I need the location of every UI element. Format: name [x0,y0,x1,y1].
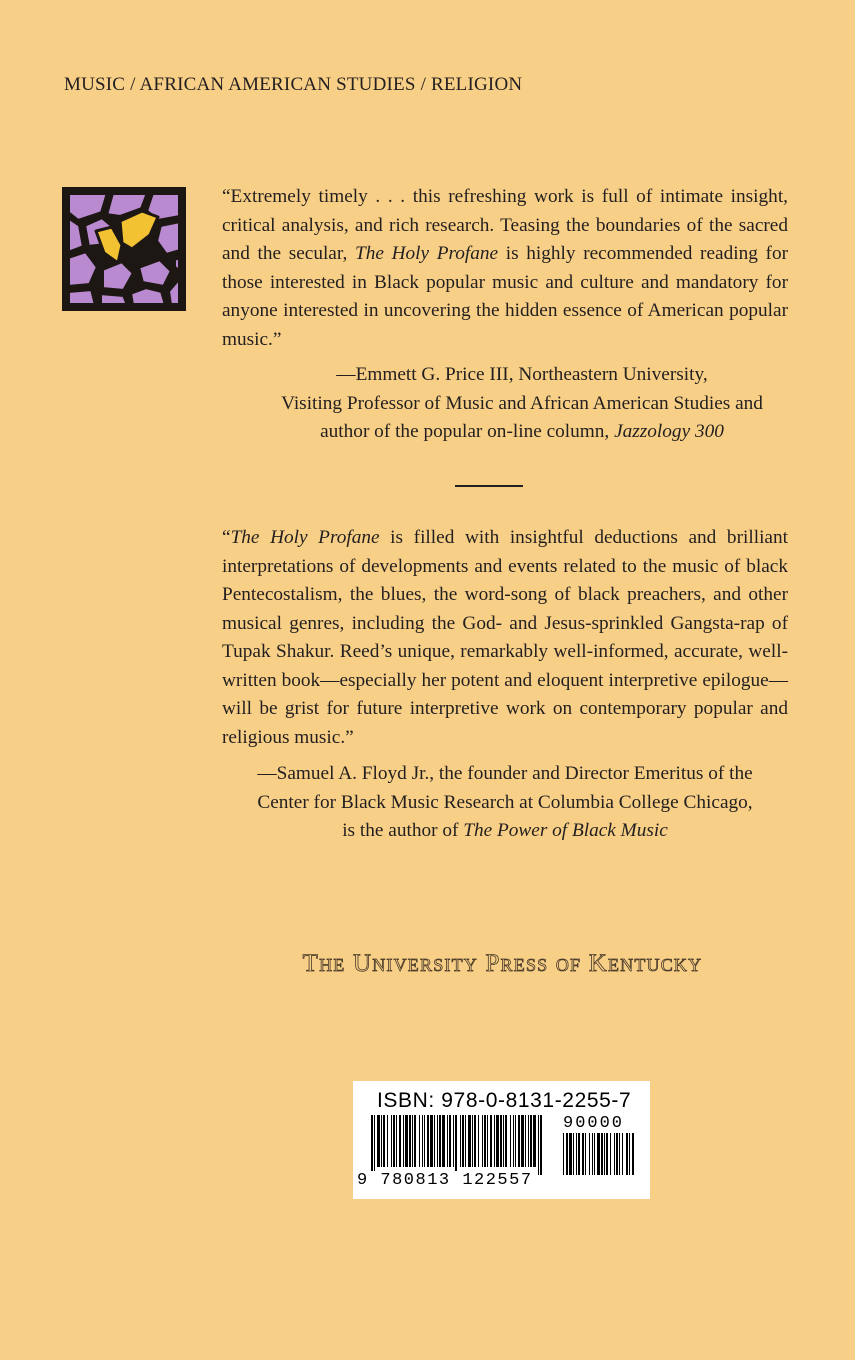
barcode-bar [381,1115,382,1167]
barcode-addon-bar [569,1133,572,1175]
isbn-label: ISBN: 978-0-8131-2255-7 [377,1089,632,1112]
barcode-bar [399,1115,401,1167]
attribution1-column-title: Jazzology 300 [614,421,724,442]
barcode-bar [405,1115,408,1167]
attribution2-book-title: The Power of Black Music [463,820,668,841]
barcode-bar [513,1115,514,1167]
barcode-addon-bar [606,1133,608,1175]
barcode-bar [396,1115,397,1167]
attribution1-line1: —Emmett G. Price III, Northeastern University, [336,364,708,385]
barcode-addon-bar [592,1133,593,1175]
barcode-bar [465,1115,466,1167]
barcode-addon-number: 90000 [563,1114,625,1133]
barcode-bar [447,1115,448,1167]
attribution2-line1: —Samuel A. Floyd Jr., the founder and Director Emeritus of the [257,763,753,784]
barcode-addon-bar [594,1133,595,1175]
quote1-text-b: is highly recommended reading for those interested in Black popular music and culture and mandatory for anyone interested in uncovering the hidden essence of American popular music.” [222,243,789,350]
barcode-addon-bar [632,1133,634,1175]
barcode-addon-bar [597,1133,600,1175]
barcode-bar [419,1115,420,1167]
barcode-addon-bar [563,1133,564,1175]
barcode-bar [439,1115,441,1167]
barcode-bar [434,1115,435,1167]
barcode-bar [374,1115,375,1175]
barcode-bar [487,1115,488,1167]
barcode-bar [427,1115,429,1167]
barcode-bar [528,1115,529,1167]
barcode-bar [500,1115,502,1167]
barcode-addon-bar [622,1133,623,1175]
quote2-book-title: The Holy Profane [230,527,380,548]
barcode-bar [393,1115,395,1167]
barcode-addon-bar [601,1133,603,1175]
barcode-bar [496,1115,499,1167]
barcode-bar [503,1115,504,1167]
barcode-bar [462,1115,464,1167]
barcode-addon-bar [626,1133,628,1175]
attribution1-line2: Visiting Professor of Music and African American Studies and [281,392,763,414]
barcode-bar [453,1115,454,1167]
barcode-bar [505,1115,507,1167]
quote1-text-a: “Extremely timely . . . this refreshing work is full of intimate insight, critical analysis, and rich research. Teasing the boundaries of the sacred and the secular, [222,186,788,264]
barcode-bar [422,1115,423,1167]
barcode-bar [482,1115,483,1167]
barcode-bar [538,1115,539,1175]
barcode-addon-bar [578,1133,580,1175]
barcode-bar [468,1115,471,1167]
barcode-bar [521,1115,524,1167]
barcode-bar [455,1115,457,1175]
barcode-bar [540,1115,542,1175]
barcode-bar [412,1115,413,1167]
barcode-bar [414,1115,416,1167]
publisher-name: The University Press of Kentucky [302,950,703,977]
barcode-bar [515,1115,516,1167]
barcode-bar [484,1115,486,1167]
barcode-bar [449,1115,451,1167]
barcode-addon-bar [619,1133,620,1175]
category-line: MUSIC / AFRICAN AMERICAN STUDIES / RELIGION [64,74,523,95]
barcode-addon-bar [616,1133,618,1175]
barcode-bar [460,1115,461,1167]
barcode-addon-bar [629,1133,630,1175]
barcode-addon-bar [604,1133,605,1175]
barcode-bar [371,1115,373,1175]
barcode-bar [474,1115,476,1167]
barcode-bar [442,1115,445,1167]
barcode-addon-bar [589,1133,590,1175]
barcode-bar [437,1115,438,1167]
barcode-bar [533,1115,536,1167]
barcode-bar [510,1115,511,1167]
attribution2-line3 [200,817,810,846]
barcode-bar [377,1115,380,1167]
review-quote-2 [222,524,788,752]
section-divider [455,485,523,487]
barcode-addon-bar [566,1133,568,1175]
attribution1-line3-prefix: author of the popular on-line column, [320,421,615,442]
barcode-digits: 9 780813 122557 [357,1171,533,1190]
barcode-bar [525,1115,526,1167]
barcode-bar [391,1115,392,1167]
attribution2-line2: Center for Black Music Research at Columbia College Chicago, [257,791,753,813]
barcode-bar [494,1115,495,1167]
barcode-bar [530,1115,532,1167]
barcode-bar [387,1115,388,1167]
barcode-addon-bar [610,1133,611,1175]
quote1-book-title: The Holy Profane [355,243,499,264]
barcode-bar [472,1115,473,1167]
review-quote-1 [222,183,788,354]
barcode-bar [383,1115,385,1167]
barcode-bar [490,1115,492,1167]
isbn-barcode [353,1081,650,1199]
stained-glass-butterfly-icon [62,187,186,311]
barcode-bar [518,1115,520,1167]
barcode-bar [403,1115,404,1167]
barcode-addon-bar [585,1133,586,1175]
barcode-addon-bar [573,1133,574,1175]
review-attribution-2 [200,760,810,846]
barcode-bar [409,1115,411,1167]
barcode-bar [430,1115,433,1167]
barcode-bar [424,1115,425,1167]
barcode-bar [478,1115,479,1167]
barcode-addon-bar [582,1133,584,1175]
barcode-addon-bar [614,1133,615,1175]
quote2-open-mark: “ [222,527,231,548]
quote2-text: is filled with insightful deductions and brilliant interpretations of developments and events related to the music of black Pentecostalism, the blues, the word-song of black preachers, and other musical genres, including the God- and Jesus-sprinkled Gangsta-rap of Tupak Shakur. Reed’s unique, remarkably well-informed, accurate, well-written book—especially her potent and eloquent interpretive epilogue—will be grist for future interpretive work on contemporary popular and religious music.” [222,527,788,748]
attribution2-line3-prefix: is the author of [342,820,464,841]
attribution1-line3 [222,418,822,447]
barcode-addon-bar [576,1133,577,1175]
review-attribution-1 [222,361,822,447]
